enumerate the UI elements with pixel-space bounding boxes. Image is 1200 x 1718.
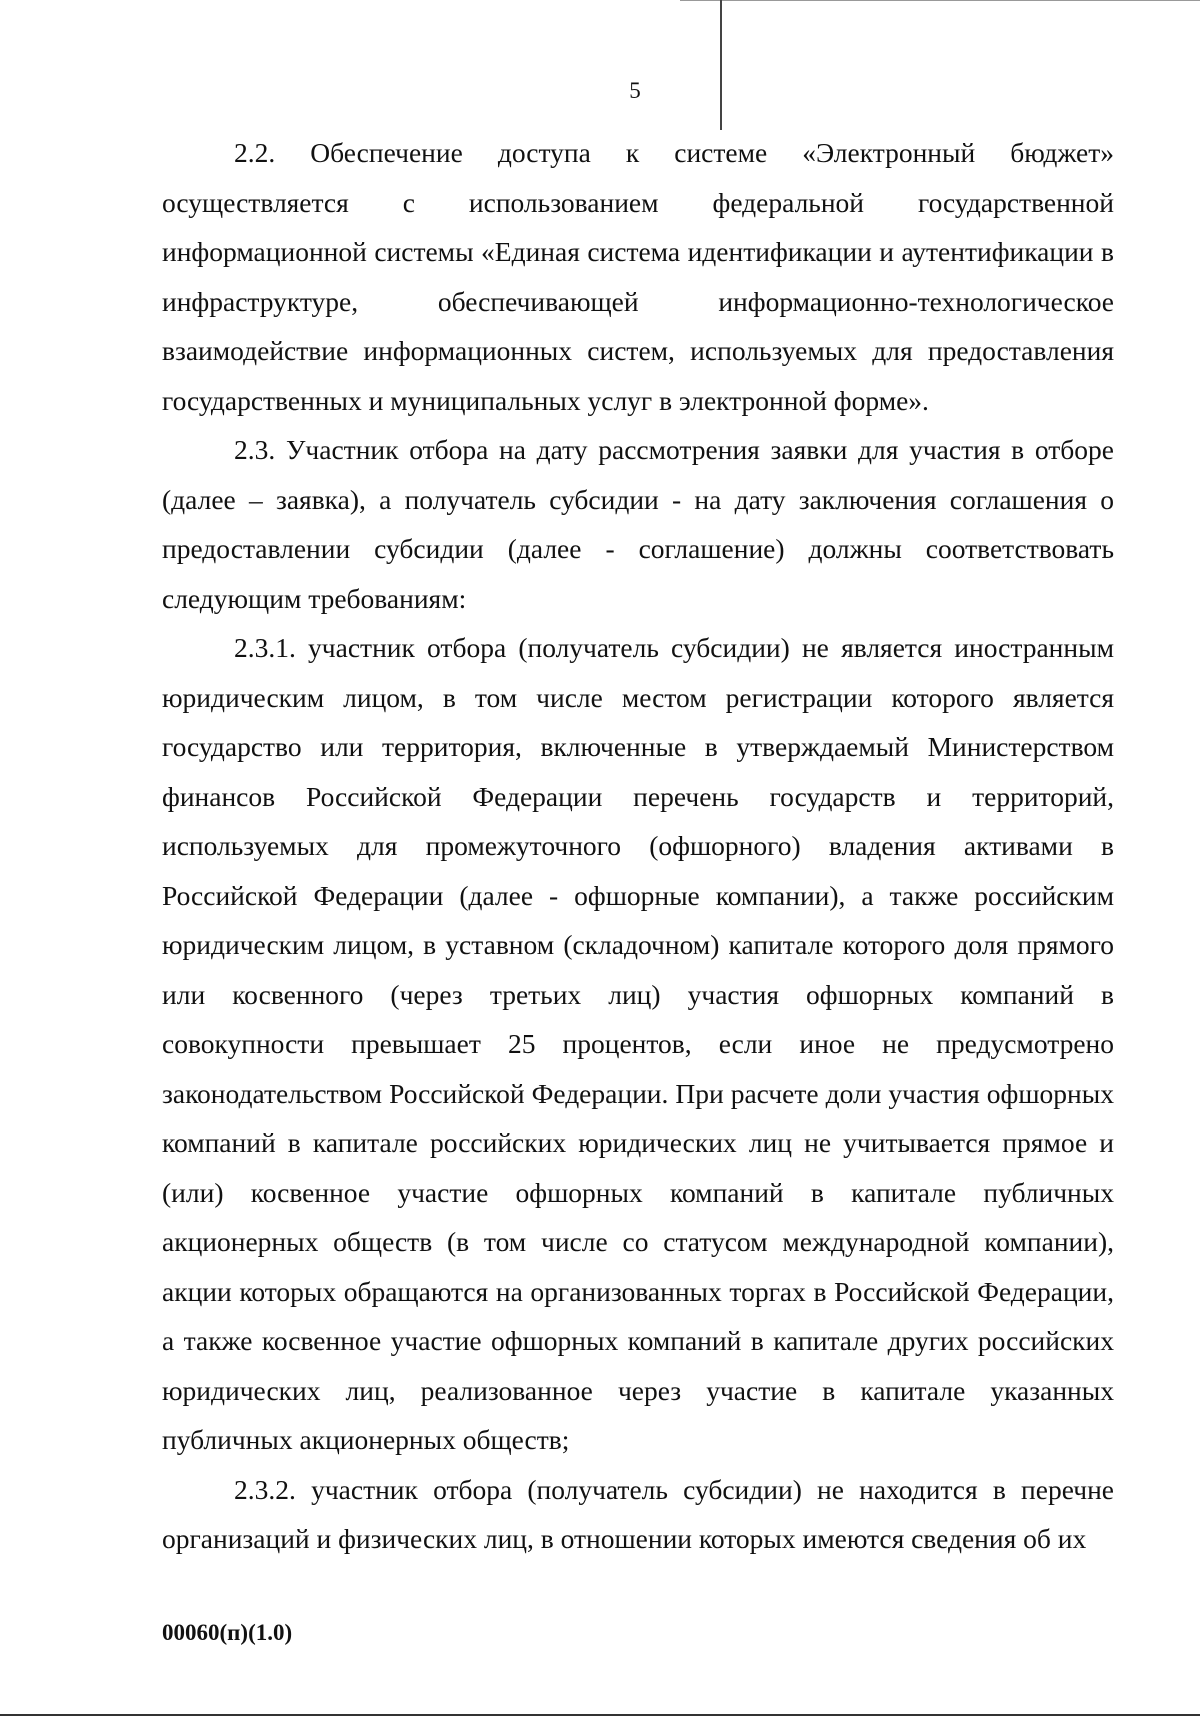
paragraph-2-3-2: 2.3.2. участник отбора (получатель субсидии) не находится в перечне организаций и физических лиц, в отношении которых имеются сведения об их xyxy=(162,1473,1114,1554)
scan-bottom-edge xyxy=(0,1714,1200,1716)
scan-fold-line xyxy=(720,0,722,130)
paragraph-2-3: 2.3. Участник отбора на дату рассмотрения заявки для участия в отборе (далее – заявка), а получатель субсидии - на дату заключения соглашения о предоставлении субсидии (далее - соглашение) должны соответствовать следующим требованиям: xyxy=(162,434,1114,614)
scan-top-edge xyxy=(680,0,1200,1)
paragraph-2-2: 2.2. Обеспечение доступа к системе «Электронный бюджет» осуществляется с использованием федеральной государственной информационной системы «Единая система идентификации и аутентификации в инфраструктуре, обеспечивающей информационно-технологическое взаимодействие информационных систем, используемых для предоставления государственных и муниципальных услуг в электронной форме». xyxy=(162,137,1114,416)
page-number: 5 xyxy=(629,78,641,103)
paragraph-2-3-1: 2.3.1. участник отбора (получатель субсидии) не является иностранным юридическим лицом, в том числе местом регистрации которого является государство или территория, включенные в утверждаемый Министерством финансов Российской Федерации перечень государств и территорий, используемых для промежуточного (офшорного) владения активами в Российской Федерации (далее - офшорные компании), а также российским юридическим лицом, в уставном (складочном) капитале которого доля прямого или косвенного (через третьих лиц) участия офшорных компаний в совокупности превышает 25 процентов, если иное не предусмотрено законодательством Российской Федерации. При расчете доли участия офшорных компаний в капитале российских юридических лиц не учитывается прямое и (или) косвенное участие офшорных компаний в капитале публичных акционерных обществ (в том числе со статусом международной компании), акции которых обращаются на организованных торгах в Российской Федерации, а также косвенное участие офшорных компаний в капитале других российских юридических лиц, реализованное через участие в капитале указанных публичных акционерных обществ; xyxy=(162,632,1114,1455)
document-body xyxy=(162,128,1114,1564)
form-code: 00060(п)(1.0) xyxy=(162,1620,293,1645)
